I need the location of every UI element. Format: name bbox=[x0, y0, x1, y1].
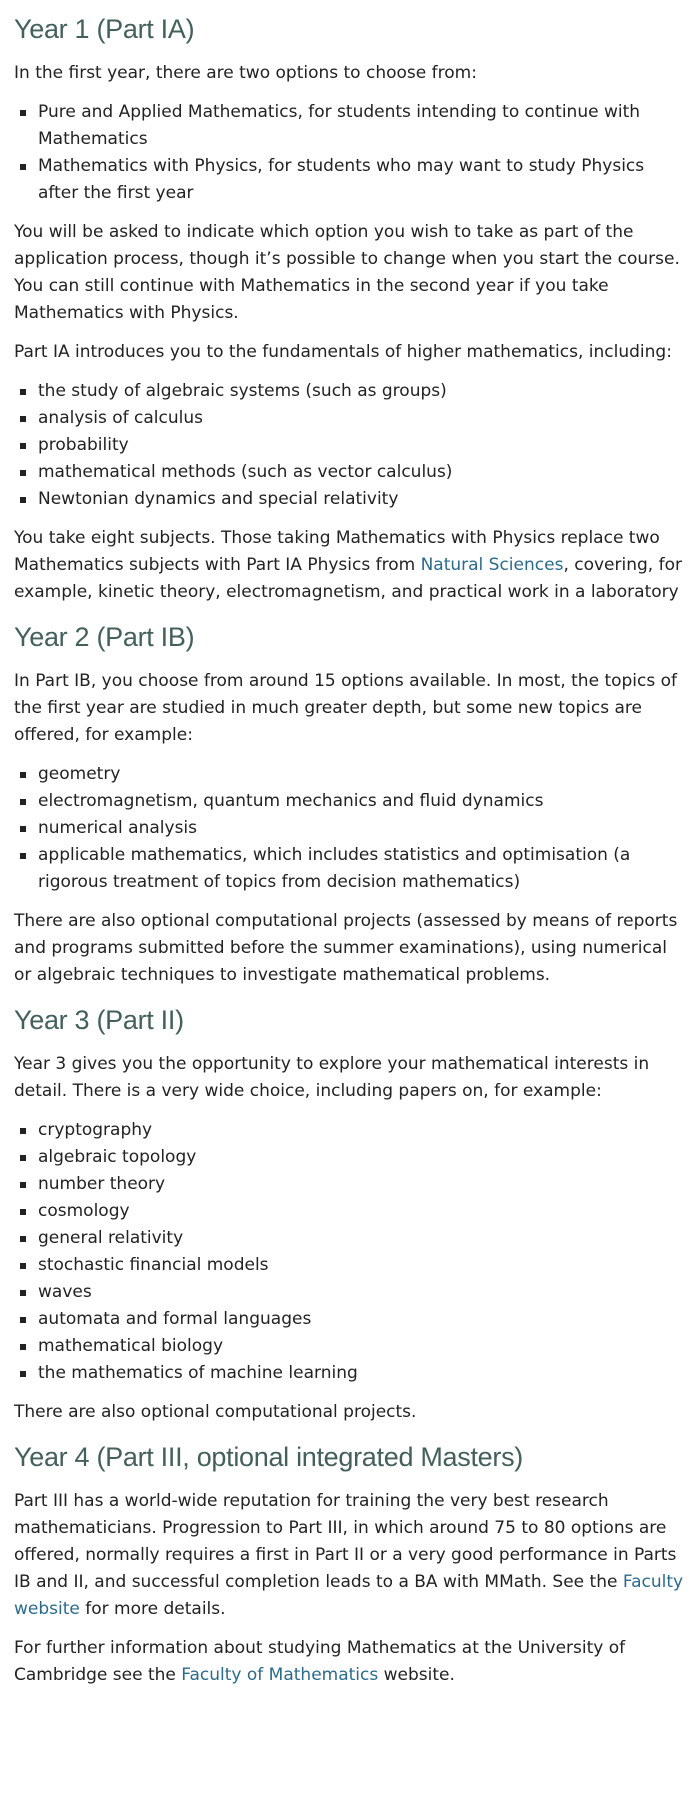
list-item: analysis of calculus bbox=[38, 405, 685, 432]
natural-sciences-link[interactable]: Natural Sciences bbox=[420, 555, 564, 575]
year1-subjects-paragraph bbox=[14, 525, 685, 606]
year2-heading: Year 2 (Part IB) bbox=[14, 622, 195, 652]
year3-projects-paragraph: There are also optional computational projects. bbox=[14, 1402, 417, 1422]
list-item: general relativity bbox=[38, 1225, 685, 1252]
list-item: stochastic financial models bbox=[38, 1252, 685, 1279]
year1-intro: In the first year, there are two options to choose from: bbox=[14, 63, 477, 83]
list-item: algebraic topology bbox=[38, 1144, 685, 1171]
further-text: For further information about studying Mathematics at the University of Cambridge see the bbox=[14, 1638, 626, 1685]
faculty-website-link[interactable]: Faculty website bbox=[14, 1572, 684, 1619]
year4-heading: Year 4 (Part III, optional integrated Masters) bbox=[14, 1442, 523, 1472]
year4-text-end: for more details. bbox=[79, 1599, 226, 1619]
year3-heading: Year 3 (Part II) bbox=[14, 1005, 184, 1035]
further-information-paragraph bbox=[14, 1635, 685, 1689]
year1-subjects-text: You take eight subjects. Those taking Mathematics with Physics replace two Mathematics subjects with Part IA Physics from bbox=[14, 528, 660, 575]
year2-projects-paragraph: There are also optional computational projects (assessed by means of reports and programs submitted before the summer examinations), using numerical or algebraic techniques to investigate mathematical problems. bbox=[14, 911, 678, 985]
list-item: electromagnetism, quantum mechanics and fluid dynamics bbox=[38, 788, 685, 815]
list-item: numerical analysis bbox=[38, 815, 685, 842]
year1-subjects-text-end: , covering, for example, kinetic theory, electromagnetism, and practical work in a laboratory bbox=[14, 555, 682, 602]
year1-heading: Year 1 (Part IA) bbox=[14, 14, 195, 44]
further-text-end: website. bbox=[378, 1665, 455, 1685]
year1-topics-list bbox=[14, 378, 685, 513]
year4-text: Part III has a world-wide reputation for training the very best research mathematicians. Progression to Part III, in which around 75 to 80 options are offered, normally requires a first in Part II or a very good performance in Parts IB and II, and successful completion leads to a BA with MMath. See the bbox=[14, 1491, 677, 1592]
list-item: Pure and Applied Mathematics, for students intending to continue with Mathematics bbox=[38, 99, 685, 153]
list-item: probability bbox=[38, 432, 685, 459]
list-item: automata and formal languages bbox=[38, 1306, 685, 1333]
list-item: applicable mathematics, which includes statistics and optimisation (a rigorous treatment of topics from decision mathematics) bbox=[38, 842, 685, 896]
list-item: the mathematics of machine learning bbox=[38, 1360, 685, 1387]
list-item: waves bbox=[38, 1279, 685, 1306]
faculty-of-mathematics-link[interactable]: Faculty of Mathematics bbox=[181, 1665, 379, 1685]
year1-options-list bbox=[14, 99, 685, 207]
list-item: number theory bbox=[38, 1171, 685, 1198]
year1-application-paragraph: You will be asked to indicate which option you wish to take as part of the application process, though it’s possible to change when you start the course. You can still continue with Mathematics in the second year if you take Mathematics with Physics. bbox=[14, 222, 680, 323]
list-item: cosmology bbox=[38, 1198, 685, 1225]
year4-paragraph bbox=[14, 1488, 685, 1623]
year3-topics-list bbox=[14, 1117, 685, 1387]
year2-topics-list bbox=[14, 761, 685, 896]
list-item: Newtonian dynamics and special relativity bbox=[38, 486, 685, 513]
list-item: the study of algebraic systems (such as groups) bbox=[38, 378, 685, 405]
list-item: mathematical biology bbox=[38, 1333, 685, 1360]
list-item: Mathematics with Physics, for students who may want to study Physics after the first year bbox=[38, 153, 685, 207]
year3-intro: Year 3 gives you the opportunity to explore your mathematical interests in detail. There is a very wide choice, including papers on, for example: bbox=[14, 1054, 650, 1101]
list-item: mathematical methods (such as vector calculus) bbox=[38, 459, 685, 486]
list-item: geometry bbox=[38, 761, 685, 788]
list-item: cryptography bbox=[38, 1117, 685, 1144]
year1-fundamentals-paragraph: Part IA introduces you to the fundamentals of higher mathematics, including: bbox=[14, 342, 672, 362]
year2-intro: In Part IB, you choose from around 15 options available. In most, the topics of the first year are studied in much greater depth, but some new topics are offered, for example: bbox=[14, 671, 678, 745]
